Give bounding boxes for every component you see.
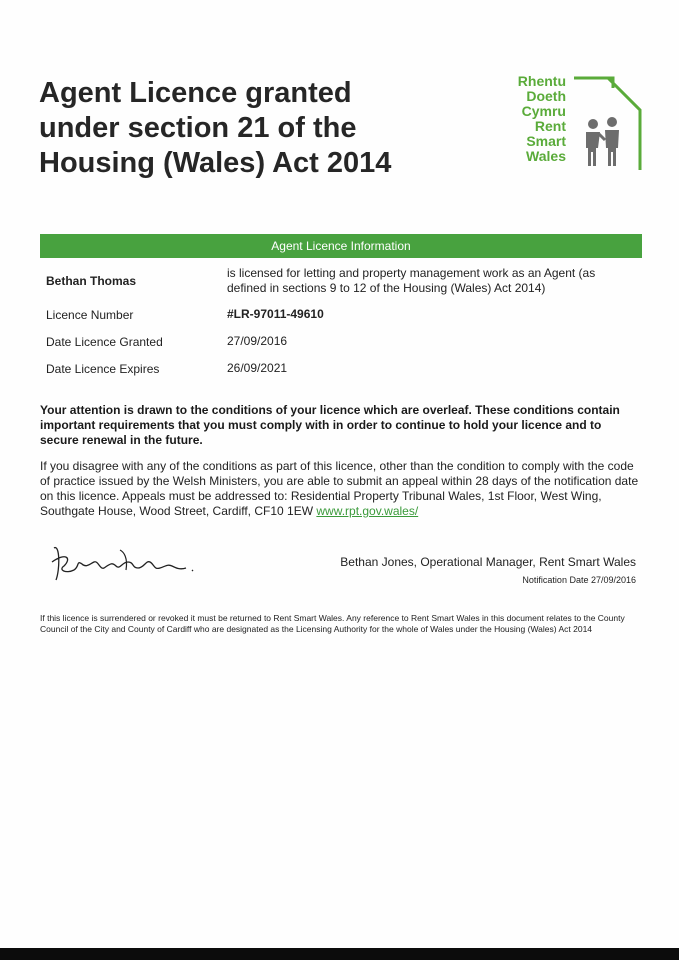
logo-welsh-1: Rhentu: [517, 73, 566, 89]
title-line-3: Housing (Wales) Act 2014: [39, 147, 392, 179]
logo-english-3: Wales: [526, 148, 566, 164]
date-expires-label: Date Licence Expires: [46, 362, 160, 376]
logo-welsh-3: Cymru: [521, 103, 566, 119]
rpt-link[interactable]: www.rpt.gov.wales/: [316, 504, 419, 518]
licensee-statement: is licensed for letting and property management work as an Agent (as defined in sections 9 to 12 of the Housing (Wales) Act 2014): [227, 266, 596, 295]
rent-smart-wales-logo: [500, 70, 650, 180]
date-expires-value: 26/09/2021: [227, 361, 288, 375]
title-line-2: under section 21 of the: [39, 112, 357, 144]
logo-english-1: Rent: [534, 118, 566, 134]
logo-wordmark: [500, 74, 566, 164]
licensee-name: Bethan Thomas: [46, 274, 137, 288]
licence-number-label: Licence Number: [46, 308, 134, 322]
handwritten-signature: [46, 540, 216, 590]
footer-note: If this licence is surrendered or revoked it must be returned to Rent Smart Wales. Any reference to Rent Smart Wales in this document relates to the County Council of the City and County of Cardiff who are designated as the Licensing Authority for the whole of Wales under the Housing (Wales) Act 2014: [40, 613, 625, 634]
bottom-edge: [0, 948, 679, 960]
appeal-notice: [40, 459, 645, 519]
date-granted-value: 27/09/2016: [227, 334, 288, 348]
signer-name: Bethan Jones, Operational Manager, Rent Smart Wales: [340, 555, 636, 569]
logo-welsh-2: Doeth: [526, 88, 566, 104]
title-line-1: Agent Licence granted: [39, 77, 352, 109]
attention-notice: Your attention is drawn to the conditions of your licence which are overleaf. These conditions contain important requirements that you must comply with in order to continue to hold your licence and to secure renewal in the future.: [40, 403, 620, 447]
page-title: [39, 76, 459, 181]
appeal-text: If you disagree with any of the conditions as part of this licence, other than the condition to comply with the code of practice issued by the Welsh Ministers, you are able to submit an appeal within 28 days of the notification date on this licence. Appeals must be addressed to: Residential Property Tribunal Wales, 1st Floor, West Wing, Southgate House, Wood Street, Cardiff, CF10 1EW: [40, 459, 639, 518]
licence-number-value: #LR-97011-49610: [227, 307, 324, 321]
date-granted-label: Date Licence Granted: [46, 335, 163, 349]
agent-licence-info-heading: Agent Licence Information: [40, 234, 642, 258]
notification-date: Notification Date 27/09/2016: [522, 575, 636, 585]
logo-english-2: Smart: [526, 133, 566, 149]
